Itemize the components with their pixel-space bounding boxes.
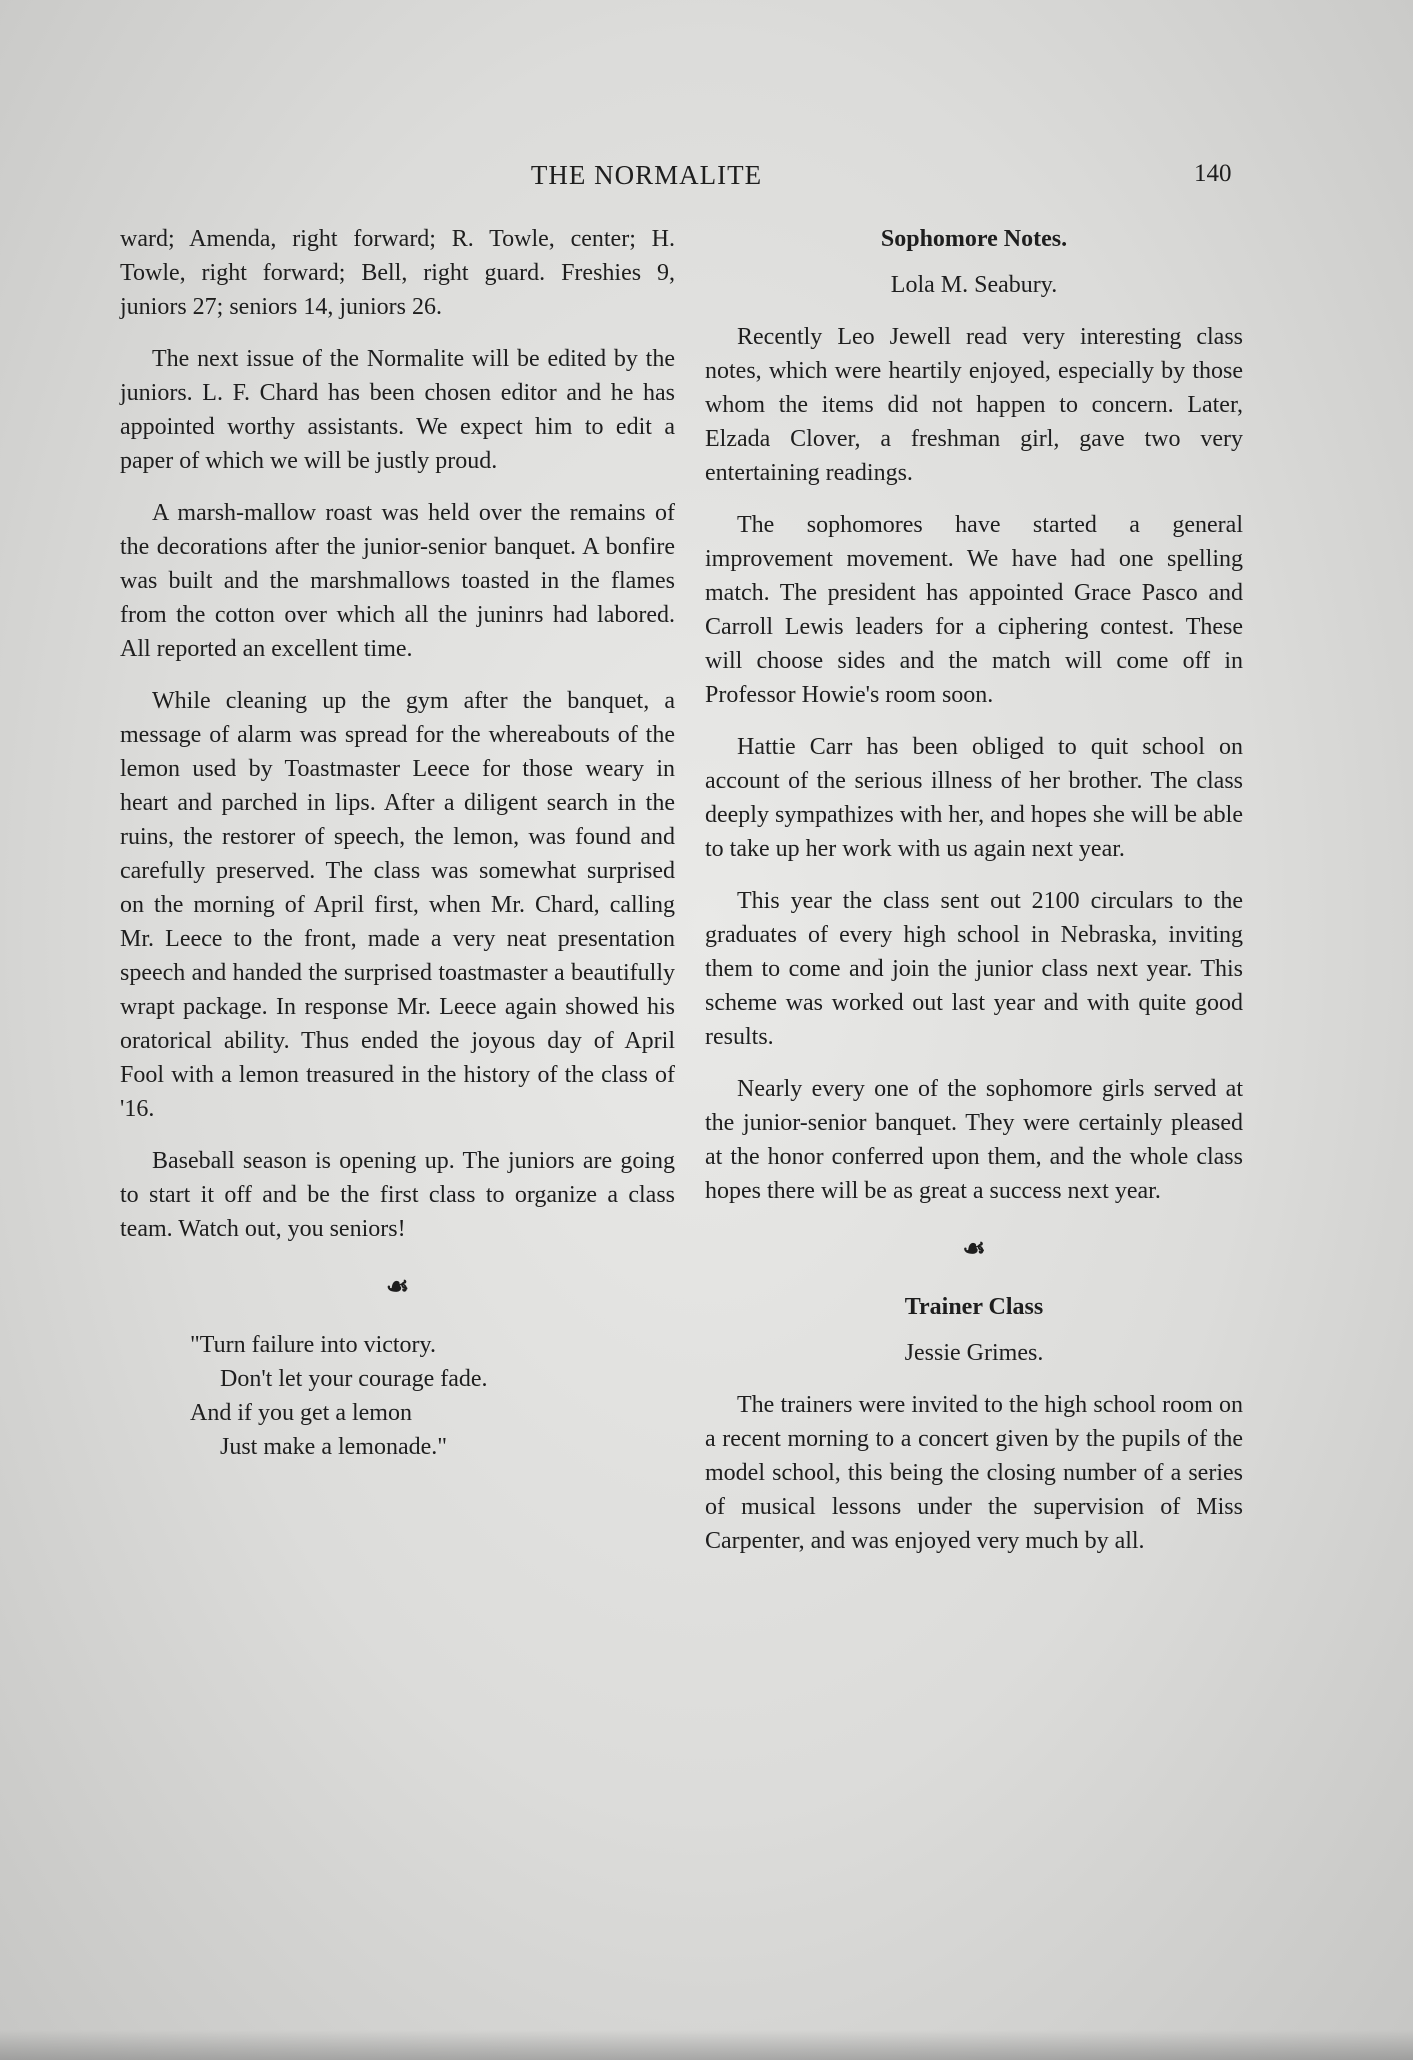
paragraph-hattie-carr: Hattie Carr has been obliged to quit school on account of the serious illness of her brother. The class deeply sympathizes with her, and hopes she will be able to take up her work with us again next year. — [705, 734, 1243, 862]
paragraph-lemon-story: While cleaning up the gym after the banquet, a message of alarm was spread for the whereabouts of the lemon used by Toastmaster Leece for those weary in heart and parched in lips. After a diligent search in the ruins, the restorer of speech, the lemon, was found and carefully preserved. The class was somewhat surprised on the morning of April first, when Mr. Chard, calling Mr. Leece to the front, made a very neat presentation speech and handed the surprised toastmaster a beautifully wrapt package. In response Mr. Leece again showed his oratorical ability. Thus ended the joyous day of April Fool with a lemon treasured in the history of the class of '16. — [120, 688, 675, 1122]
poem-line: Just make a lemonade." — [220, 1434, 448, 1460]
paragraph-basketball-lineup: ward; Amenda, right forward; R. Towle, center; H. Towle, right forward; Bell, right guard. Freshies 9, juniors 27; seniors 14, juniors 26. — [120, 226, 675, 320]
right-column — [705, 222, 1243, 1576]
paragraph-trainer-concert: The trainers were invited to the high school room on a recent morning to a concert given by the pupils of the model school, this being the closing number of a series of musical lessons under the supervision of Miss Carpenter, and was enjoyed very much by all. — [705, 1392, 1243, 1554]
paragraph-circulars: This year the class sent out 2100 circulars to the graduates of every high school in Nebraska, inviting them to come and join the junior class next year. This scheme was worked out last year and with quite good results. — [705, 888, 1243, 1050]
poem-line: And if you get a lemon — [190, 1400, 412, 1426]
section-heading-sophomore: Sophomore Notes. — [880, 226, 1068, 252]
ornament-icon: ☙ — [962, 1234, 986, 1263]
paragraph-next-issue: The next issue of the Normalite will be edited by the juniors. L. F. Chard has been chosen editor and he has appointed worthy assistants. We expect him to edit a paper of which we will be justly proud. — [120, 346, 675, 474]
page-number: 140 — [1194, 160, 1232, 187]
paragraph-improvement: The sophomores have started a general improvement movement. We have had one spelling match. The president has appointed Grace Pasco and Carroll Lewis leaders for a ciphering contest. These will choose sides and the match will come off in Professor Howie's room soon. — [705, 512, 1243, 708]
poem — [190, 1328, 675, 1464]
paragraph-baseball: Baseball season is opening up. The juniors are going to start it off and be the first class to organize a class team. Watch out, you seniors! — [120, 1148, 675, 1242]
byline-trainer: Jessie Grimes. — [904, 1340, 1044, 1366]
poem-line: "Turn failure into victory. — [190, 1332, 436, 1358]
paragraph-banquet-girls: Nearly every one of the sophomore girls served at the junior-senior banquet. They were certainly pleased at the honor conferred upon them, and the whole class hopes there will be as great a success next year. — [705, 1076, 1243, 1204]
page-title: THE NORMALITE — [530, 160, 763, 190]
ornament-icon: ☙ — [385, 1272, 410, 1301]
section-heading-trainer: Trainer Class — [904, 1294, 1044, 1320]
poem-line: Don't let your courage fade. — [220, 1366, 488, 1392]
paragraph-class-notes: Recently Leo Jewell read very interesting class notes, which were heartily enjoyed, especially by those whom the items did not happen to concern. Later, Elzada Clover, a freshman girl, gave two very entertaining readings. — [705, 324, 1243, 486]
paragraph-marshmallow-roast: A marsh-mallow roast was held over the remains of the decorations after the junior-senior banquet. A bonfire was built and the marshmallows toasted in the flames from the cotton over which all the juninrs had labored. All reported an excellent time. — [120, 500, 675, 662]
byline-sophomore: Lola M. Seabury. — [890, 272, 1058, 298]
left-column — [120, 222, 675, 1464]
page-header — [0, 160, 1413, 200]
